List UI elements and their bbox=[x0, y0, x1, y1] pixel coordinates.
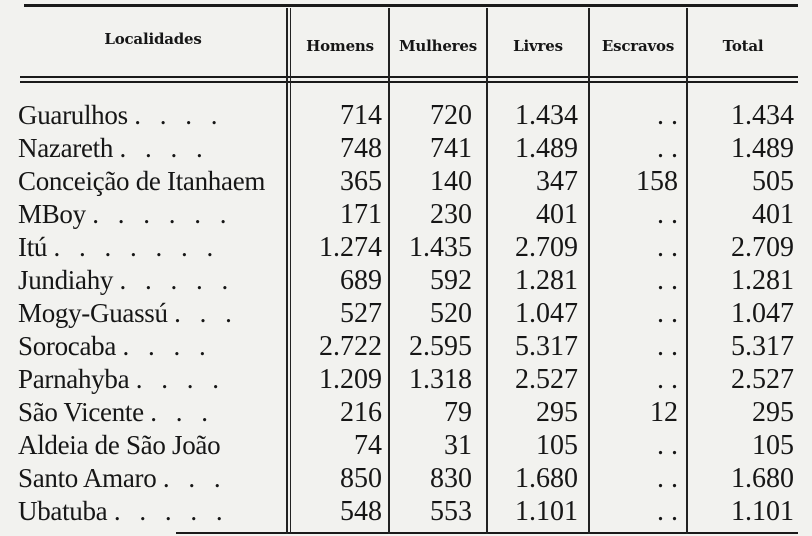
homens-cell: 2.722 bbox=[319, 331, 382, 362]
total-cell: 1.489 bbox=[731, 133, 794, 164]
table-row bbox=[0, 363, 812, 396]
localidade-cell bbox=[18, 99, 286, 132]
leader-dots: . . . . . . . bbox=[53, 232, 220, 262]
total-cell: 1.680 bbox=[731, 463, 794, 494]
livres-cell: 2.527 bbox=[515, 364, 578, 395]
livres-cell: 401 bbox=[536, 199, 578, 230]
localidade-name: Ubatuba bbox=[18, 496, 108, 526]
homens-cell: 1.209 bbox=[319, 364, 382, 395]
escravos-cell: . . bbox=[657, 496, 678, 527]
livres-cell: 1.281 bbox=[515, 265, 578, 296]
homens-cell: 527 bbox=[340, 298, 382, 329]
localidade-name: Santo Amaro bbox=[18, 463, 157, 493]
leader-dots: . . . bbox=[174, 298, 238, 328]
livres-cell: 1.101 bbox=[515, 496, 578, 527]
header-homens: Homens bbox=[306, 37, 374, 55]
escravos-cell: . . bbox=[657, 331, 678, 362]
localidade-name: Aldeia de São João bbox=[18, 430, 221, 460]
homens-cell: 216 bbox=[340, 397, 382, 428]
localidade-name: São Vicente bbox=[18, 397, 144, 427]
localidade-name: Nazareth bbox=[18, 133, 114, 163]
mulheres-cell: 592 bbox=[430, 265, 472, 296]
total-cell: 1.434 bbox=[731, 100, 794, 131]
escravos-cell: 12 bbox=[650, 397, 678, 428]
localidade-cell bbox=[18, 198, 286, 231]
total-cell: 1.047 bbox=[731, 298, 794, 329]
livres-cell: 1.434 bbox=[515, 100, 578, 131]
livres-cell: 1.047 bbox=[515, 298, 578, 329]
livres-cell: 105 bbox=[536, 430, 578, 461]
escravos-cell: . . bbox=[657, 265, 678, 296]
localidade-cell bbox=[18, 396, 286, 429]
homens-cell: 365 bbox=[340, 166, 382, 197]
mulheres-cell: 741 bbox=[430, 133, 472, 164]
homens-cell: 548 bbox=[340, 496, 382, 527]
homens-cell: 1.274 bbox=[319, 232, 382, 263]
escravos-cell: . . bbox=[657, 364, 678, 395]
leader-dots: . . . . bbox=[135, 364, 225, 394]
leader-dots: . . . . bbox=[134, 100, 224, 130]
mulheres-cell: 79 bbox=[444, 397, 472, 428]
mulheres-cell: 31 bbox=[444, 430, 472, 461]
header-escravos: Escravos bbox=[601, 37, 675, 55]
leader-dots: . . . . . . bbox=[92, 199, 233, 229]
table-row bbox=[0, 165, 812, 198]
total-cell: 401 bbox=[752, 199, 794, 230]
localidade-name: MBoy bbox=[18, 199, 86, 229]
localidade-cell bbox=[18, 363, 286, 396]
homens-cell: 689 bbox=[340, 265, 382, 296]
homens-cell: 748 bbox=[340, 133, 382, 164]
localidade-cell bbox=[18, 264, 286, 297]
escravos-cell: 158 bbox=[636, 166, 678, 197]
localidade-cell bbox=[18, 330, 286, 363]
total-cell: 1.101 bbox=[731, 496, 794, 527]
escravos-cell: . . bbox=[657, 430, 678, 461]
mulheres-cell: 140 bbox=[430, 166, 472, 197]
mulheres-cell: 830 bbox=[430, 463, 472, 494]
header-localidades: Localidades bbox=[104, 30, 202, 48]
leader-dots: . . . bbox=[162, 463, 227, 493]
total-cell: 2.527 bbox=[731, 364, 794, 395]
localidade-name: Conceição de Itanhaem bbox=[18, 166, 266, 196]
total-cell: 505 bbox=[752, 166, 794, 197]
leader-dots: . . . . . bbox=[119, 265, 235, 295]
livres-cell: 347 bbox=[536, 166, 578, 197]
header-mulheres: Mulheres bbox=[399, 37, 477, 55]
total-cell: 5.317 bbox=[731, 331, 794, 362]
leader-dots: . . . bbox=[150, 397, 214, 427]
livres-cell: 295 bbox=[536, 397, 578, 428]
localidade-name: Itú bbox=[18, 232, 48, 262]
localidade-cell bbox=[18, 297, 286, 330]
header-rule-second bbox=[20, 81, 798, 83]
escravos-cell: . . bbox=[657, 100, 678, 131]
table-row bbox=[0, 330, 812, 363]
mulheres-cell: 720 bbox=[430, 100, 472, 131]
homens-cell: 74 bbox=[354, 430, 382, 461]
total-cell: 105 bbox=[752, 430, 794, 461]
localidade-cell bbox=[18, 429, 286, 462]
table-row bbox=[0, 231, 812, 264]
mulheres-cell: 520 bbox=[430, 298, 472, 329]
livres-cell: 2.709 bbox=[515, 232, 578, 263]
mulheres-cell: 2.595 bbox=[409, 331, 472, 362]
top-rule bbox=[24, 4, 798, 7]
mulheres-cell: 1.318 bbox=[409, 364, 472, 395]
escravos-cell: . . bbox=[657, 463, 678, 494]
livres-cell: 5.317 bbox=[515, 331, 578, 362]
homens-cell: 171 bbox=[340, 199, 382, 230]
localidade-name: Parnahyba bbox=[18, 364, 130, 394]
homens-cell: 850 bbox=[340, 463, 382, 494]
table-row bbox=[0, 99, 812, 132]
table-row bbox=[0, 495, 812, 528]
leader-dots: . . . . . bbox=[113, 496, 229, 526]
header-livres: Livres bbox=[513, 37, 563, 55]
localidade-name: Sorocaba bbox=[18, 331, 117, 361]
localidade-name: Mogy-Guassú bbox=[18, 298, 168, 328]
mulheres-cell: 230 bbox=[430, 199, 472, 230]
localidade-cell bbox=[18, 231, 286, 264]
escravos-cell: . . bbox=[657, 298, 678, 329]
mulheres-cell: 553 bbox=[430, 496, 472, 527]
localidade-cell bbox=[18, 165, 286, 198]
leader-dots: . . . . bbox=[122, 331, 212, 361]
localidade-cell bbox=[18, 132, 286, 165]
table-row bbox=[0, 264, 812, 297]
header-total: Total bbox=[722, 37, 764, 55]
table-body bbox=[0, 99, 812, 528]
header-rule bbox=[20, 76, 798, 78]
escravos-cell: . . bbox=[657, 232, 678, 263]
livres-cell: 1.680 bbox=[515, 463, 578, 494]
total-cell: 2.709 bbox=[731, 232, 794, 263]
leader-dots: . . . . bbox=[119, 133, 209, 163]
localidade-cell bbox=[18, 495, 286, 528]
escravos-cell: . . bbox=[657, 133, 678, 164]
table-row bbox=[0, 462, 812, 495]
total-cell: 295 bbox=[752, 397, 794, 428]
localidade-cell bbox=[18, 462, 286, 495]
table-row bbox=[0, 396, 812, 429]
escravos-cell: . . bbox=[657, 199, 678, 230]
livres-cell: 1.489 bbox=[515, 133, 578, 164]
table-row bbox=[0, 132, 812, 165]
table-row bbox=[0, 198, 812, 231]
table-row bbox=[0, 297, 812, 330]
localidade-name: Jundiahy bbox=[18, 265, 114, 295]
total-cell: 1.281 bbox=[731, 265, 794, 296]
localidade-name: Guarulhos bbox=[18, 100, 128, 130]
table-row bbox=[0, 429, 812, 462]
homens-cell: 714 bbox=[340, 100, 382, 131]
mulheres-cell: 1.435 bbox=[409, 232, 472, 263]
